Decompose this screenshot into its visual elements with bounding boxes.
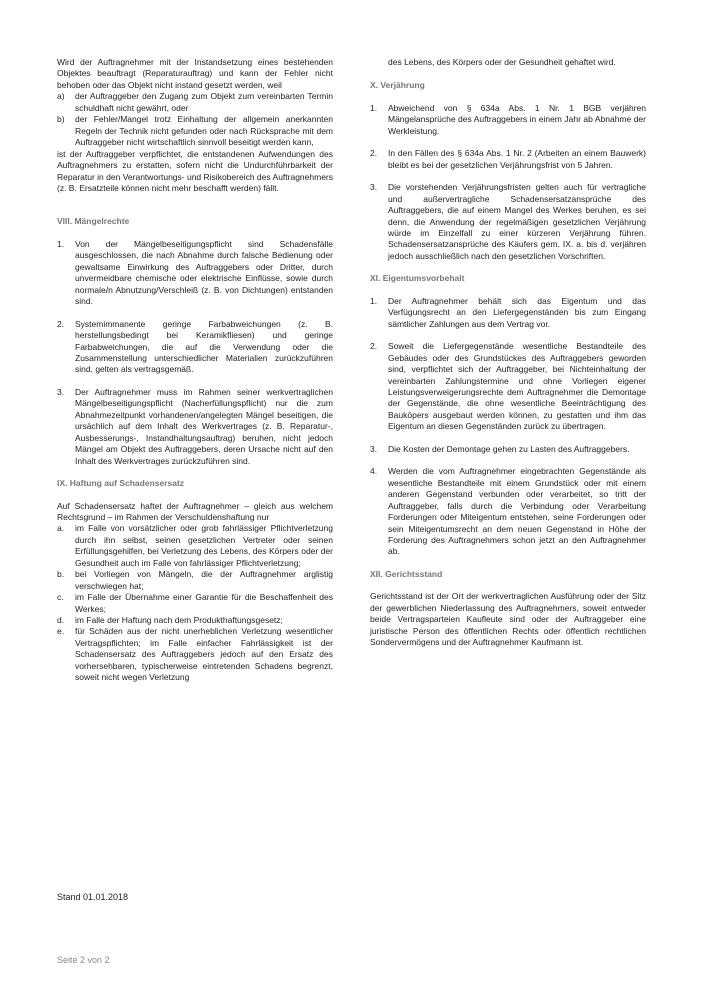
maengelrechte-list	[57, 239, 333, 467]
list-item: 2. In den Fällen des § 634a Abs. 1 Nr. 2 (Arbeiten an einem Bauwerk) bleibt es bei der gesetzlichen Verjährungsfrist von 5 Jahren.	[370, 148, 646, 170]
list-item: 4. Werden die vom Auftragnehmer eingebrachten Gegenstände als wesentliche Bestandteile mit einem Grundstück oder mit einem anderen Gegenstand verbunden oder verarbeitet, so tritt der Auftraggeber, falls durch die Verbindung oder Verarbeitung Forderungen oder Miteigentum entstehen, seine Forderungen oder sein Miteigentumsrecht an dem neuen Gegenstand in Höhe der Forderung des Auftragnehmers schon jetzt an den Auftragnehmer ab.	[370, 466, 646, 557]
intro-list	[57, 91, 333, 148]
list-item: a. im Falle von vorsätzlicher oder grob fahrlässiger Pflichtverletzung durch ihn selbst, seinen gesetzlichen Vertreter oder seinen Erfüllungsgehilfen, bei Verletzung des Lebens, des Körpers oder der Gesundheit auch im Falle von fahrlässiger Pflichtverletzung;	[57, 523, 333, 568]
list-item: 1. Der Auftragnehmer behält sich das Eigentum und das Verfügungsrecht an den Liefergegenständen bis zum Eingang sämtlicher Zahlungen aus dem Vertrag vor.	[370, 295, 646, 329]
section-heading-haftung: IX. Haftung auf Schadensersatz	[57, 478, 185, 489]
stand-date: Stand 01.01.2018	[57, 892, 129, 902]
page-number-footer: Seite 2 von 2	[57, 955, 110, 965]
left-column	[57, 57, 333, 684]
continuation-text: des Lebens, des Körpers oder der Gesundheit gehaftet wird.	[388, 57, 616, 67]
eigentumsvorbehalt-list	[370, 296, 646, 558]
section-heading-maengelrechte: VIII. Mängelrechte	[57, 216, 130, 227]
list-item: a) der Auftraggeber den Zugang zum Objekt zum vereinbarten Termin schuldhaft nicht gewährt, oder	[57, 91, 333, 113]
section-heading-eigentumsvorbehalt: XI. Eigentumsvorbehalt	[370, 273, 465, 284]
list-item: 1. Von der Mängelbeseitigungspflicht sind Schadensfälle ausgeschlossen, die nach Abnahme durch falsche Bedienung oder gewaltsame Einwirkung des Auftraggebers oder Dritter, durch unvermeidbare chemische oder elektrische Einflüsse, sowie durch normale/n Abnutzung/Verschleiß (z. B. von Dichtungen) entstanden sind.	[57, 238, 333, 307]
list-item: 3. Die vorstehenden Verjährungsfristen gelten auch für vertragliche und außervertragliche Schadensersatzansprüche des Auftraggebers, die auf einem Mangel des Werkes beruhen, es sei denn, die Anwendung der regelmäßigen gesetzlichen Verjährung würde im Einzelfall zu einer kürzeren Verjährung führen. Schadensersatzansprüche des Käufers gem. IX. a. bis d. verjähren jedoch ausschließlich nach den gesetzlichen Vorschriften.	[370, 182, 646, 261]
list-item: 2. Systemimmanente geringe Farbabweichungen (z. B. herstellungsbedingt bei Keramikfliesen) und geringe Farbabweichungen, die auf die Verwendung oder die Zusammenstellung unterschiedlicher Materialien zurückzuführen sind, gelten als vertragsgemäß.	[57, 318, 333, 375]
verjaehrung-list	[370, 103, 646, 262]
gerichtsstand-text: Gerichtsstand ist der Ort der werkvertraglichen Ausführung oder der Sitz der gewerblichen Niederlassung des Auftragnehmers, soweit entweder beide Vertragsparteien Kaufleute sind oder der Auftraggeber eine juristische Person des öffentlichen Rechts oder öffentlich rechtlichen Sondervermögens und der Auftragnehmer Kaufmann ist.	[370, 591, 646, 648]
intro-paragraph: Wird der Auftragnehmer mit der Instandsetzung eines bestehenden Objektes beauftragt (Reparaturauftrag) und kann der Fehler nicht behoben oder das Objekt nicht instand gesetzt werden, weil	[57, 57, 333, 90]
list-item: 1. Abweichend von § 634a Abs. 1 Nr. 1 BGB verjähren Mängelansprüche des Auftraggebers in einem Jahr ab Abnahme der Werkleistung.	[370, 102, 646, 136]
list-item: 3. Der Auftragnehmer muss im Rahmen seiner werkvertraglichen Mängelbeseitigungspflicht (Nacherfüllungspflicht) nur die zum Abnahmezeitpunkt vorhandenen/angelegten Mängel beseitigen, die ursächlich auf dem Inhalt des Werkvertrages (z. B. Reparatur-, Ausbesserungs-, Instandhaltungsauftrag) beruhen, nicht jedoch Mängel am Objekt des Auftraggebers, deren Ursache nicht auf den Inhalt des Werkvertrages zurückzuführen sind.	[57, 386, 333, 466]
list-item: b) der Fehler/Mangel trotz Einhaltung der allgemein anerkannten Regeln der Technik nicht gefunden oder nach Rücksprache mit dem Auftraggeber nicht wirtschaftlich sinnvoll beseitigt werden kann,	[57, 114, 333, 148]
right-column	[370, 57, 646, 649]
intro-conclusion: ist der Auftraggeber verpflichtet, die entstandenen Aufwendungen des Auftragnehmers zu erstatten, sofern nicht die Undurchführbarkeit der Reparatur in den Verantwortungs- und Risikobereich des Auftragnehmers (z. B. Ersatzteile können nicht mehr beschafft werden) fällt.	[57, 148, 333, 193]
list-item: d. im Falle der Haftung nach dem Produkthaftungsgesetz;	[57, 615, 283, 626]
list-item: e. für Schäden aus der nicht unerheblichen Verletzung wesentlicher Vertragspflichten; im Falle einfacher Fahrlässigkeit ist der Schadensersatz des Auftraggebers jedoch auf den Ersatz des vorhersehbaren, typischerweise eintretenden Schadens begrenzt, soweit nicht wegen Verletzung	[57, 626, 333, 683]
haftung-list	[57, 523, 333, 683]
section-heading-verjaehrung: X. Verjährung	[370, 80, 425, 91]
haftung-intro: Auf Schadensersatz haftet der Auftragnehmer – gleich aus welchem Rechtsgrund – im Rahmen der Verschuldenshaftung nur	[57, 500, 333, 522]
list-item: 2. Soweit die Liefergegenstände wesentliche Bestandteile des Gebäudes oder des Grundstückes des Auftraggebers geworden sind, verpflichtet sich der Auftraggeber, bei Nichteinhaltung der vereinbarten Zahlungstermine und ohne Vorliegen eigener Leistungsverweigerungsrechte dem Auftragnehmer die Demontage der Gegenstände, die ohne wesentliche Beeinträchtigung des Bauköpers ausgebaut werden können, zu gestatten und ihm das Eigentum an diesen Gegenständen zurück zu übertragen.	[370, 341, 646, 432]
section-heading-gerichtsstand: XII. Gerichtsstand	[370, 568, 443, 579]
list-item: c. im Falle der Übernahme einer Garantie für die Beschaffenheit des Werkes;	[57, 592, 333, 614]
list-item: 3. Die Kosten der Demontage gehen zu Lasten des Auftraggebers.	[370, 443, 630, 454]
list-item: b. bei Vorliegen von Mängeln, die der Auftragnehmer arglistig verschwiegen hat;	[57, 569, 333, 591]
